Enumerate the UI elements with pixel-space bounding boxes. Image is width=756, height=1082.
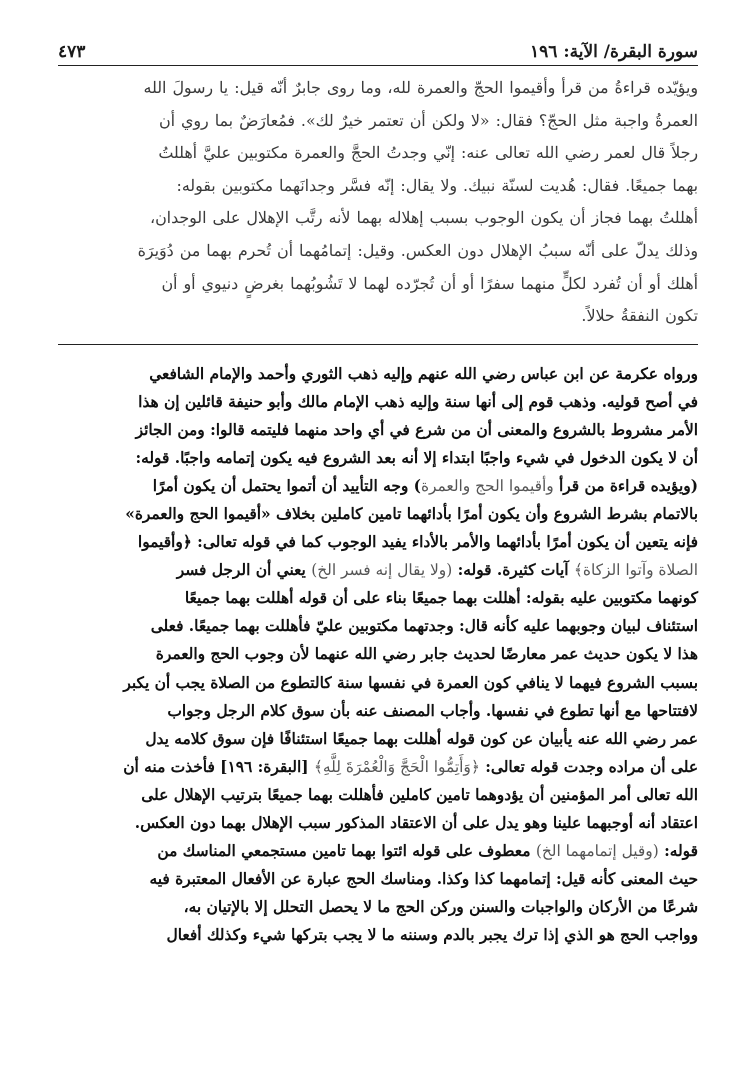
text-line: ورواه عكرمة عن ابن عباس رضي الله عنهم وإليه ذهب الثوري وأحمد والإمام الشافعي: [149, 365, 698, 383]
text-line: [58, 837, 698, 865]
section-divider: [58, 344, 698, 345]
text-segment: يعني أن الرجل فسر: [176, 561, 306, 580]
quoted-phrase: (ولا يقال إنه فسر الخ): [311, 561, 453, 580]
text-line: رجلاً قال لعمر رضي الله تعالى عنه: إنّي وجدتُ الحجَّ والعمرة مكتوبين عليَّ أهللتُ: [158, 143, 698, 163]
text-line: هذا لا يكون حديث عمر معارضًا لحديث جابر رضي الله عنهما لأن وجوب الحج والعمرة: [155, 645, 698, 664]
text-line: وذلك يدلّ على أنّه سببُ الإهلال دون العكس. وقيل: إتمامُهما أن تُحرم بهما من دُوَيرَة: [137, 240, 698, 260]
text-line: الأمر مشروط بالشروع والمعنى أن من شرع في أي واحد منهما فليتمه قالوا: ومن الجائز: [135, 421, 698, 440]
text-line: حيث المعنى كأنه قيل: إتمامهما كذا وكذا. ومناسك الحج عبارة عن الأفعال المعتبرة فيه: [149, 869, 698, 888]
text-line: شرعًا من الأركان والواجبات والسنن وركن الحج ما لا يحصل التحلل إلا بالإتيان به،: [183, 897, 698, 916]
text-line: العمرةُ واجبة مثل الحجّ؟ فقال: «لا ولكن أن تعتمر خيرٌ لك». فمُعارَضٌ بما روي أن: [159, 110, 698, 130]
text-line: الله تعالى أمر المؤمنين أن يؤدوهما تامين كاملين فأهللت بهما جميعًا بترتيب الإهلال على: [141, 785, 698, 804]
text-line: [58, 556, 698, 584]
main-commentary: [58, 72, 698, 333]
qawl-marker: قوله:: [664, 841, 698, 860]
text-segment: على أن مراده وجدت قوله تعالى:: [485, 757, 698, 776]
text-line: في أصح قوليه. وذهب قوم إلى أنها سنة وإليه ذهب الإمام مالك وأبو حنيفة قائلين إن هذا: [138, 393, 698, 412]
text-line: وواجب الحج هو الذي إذا ترك يجبر بالدم وسننه ما لا يجب بتركها شيء وكذلك أفعال: [166, 925, 698, 944]
text-line: أهللتُ بهما فجاز أن يكون الوجوب بسبب إهلاله بهما لأنه رتَّب الإهلال على الوجدان،: [149, 208, 698, 228]
text-line: [58, 753, 698, 781]
text-segment: معطوف على قوله ائتوا بهما تامين مستجمعي المناسك من: [157, 841, 531, 860]
text-line: لافتتاحها مع أنها تطوع في نفسها. وأجاب المصنف عنه بأن سوق كلام الرجل وجواب: [167, 701, 698, 720]
surah-title: سورة البقرة/ الآية: ١٩٦: [530, 42, 698, 62]
page-number: ٤٧٣: [58, 42, 86, 62]
text-line: فإنه يتعين أن يكون أمرًا بأدائهما والأمر بالأداء يفيد الوجوب كما في قوله تعالى: ﴿وأقيموا: [137, 533, 698, 552]
text-line: كونهما مكتوبين عليه بقوله: أهللت بهما جميعًا بناء على أن قوله أهللت بهما جميعًا: [184, 589, 698, 608]
text-line: بالاتمام بشرط الشروع وأن يكون أمرًا بأدائهما تامين كاملين بخلاف «أقيموا الحج والعمرة»: [125, 505, 698, 524]
text-segment: ) وجه التأييد أن أتموا يحتمل أن يكون أمرًا: [152, 477, 421, 496]
qawl-marker: قوله:: [457, 561, 492, 580]
text-line: تكون النفقةُ حلالاً.: [581, 306, 698, 326]
text-segment: [البقرة: ١٩٦] فأخذت منه أن: [123, 757, 309, 776]
text-line: بهما جميعًا. فقال: هُديت لسنّة نبيك. ولا يقال: إنّه فسَّر وجدانَهما مكتوبين بقوله:: [176, 175, 698, 195]
text-line: [58, 472, 698, 500]
marginal-gloss: [58, 360, 698, 949]
text-line: استئناف لبيان وجوبهما عليه كأنه قال: وجدتهما مكتوبين عليّ فأهللت بهما جميعًا. فعلى: [150, 617, 698, 636]
quoted-phrase: وأقيموا الحج والعمرة: [420, 477, 554, 496]
quranic-verse: ﴿وَأَتِمُّوا الْحَجَّ وَالْعُمْرَةَ لِلَّهِ﴾: [313, 757, 480, 776]
text-line: عمر رضي الله عنه يأبيان عن كون قوله أهللت بهما جميعًا استئنافًا فإن سوق كلامه يدل: [145, 729, 698, 748]
text-segment: أن لا يكون الدخول في شيء واجبًا ابتداء إلا أنه بعد الشروع فيه يكون إتمامه واجبًا.: [174, 449, 698, 468]
text-segment: (ويؤيده قراءة من قرأ: [559, 477, 698, 496]
text-line: اعتقاد أنه أوجبهما علينا وهو يدل على أن الاعتقاد المذكور سبب الإهلال بهما دون العكس.: [134, 813, 698, 832]
quoted-phrase: (وقيل إتمامهما الخ): [535, 841, 659, 860]
text-line: أهلك أو أن تُفرد لكلٍّ منهما سفرًا أو أن تُجرّده لهما لا تَشُوبُهما بغرضٍ دنيوي أو أن: [161, 273, 698, 293]
qawl-marker: قوله:: [135, 449, 170, 468]
page-header: [58, 34, 698, 66]
text-line: [58, 444, 698, 472]
text-line: بسبب الشروع فيهما لا ينافي كون العمرة في نفسها سنة كالتطوع من الصلاة يجب أن يكبر: [123, 673, 698, 692]
text-line: ويؤيّده قراءةُ من قرأ وأقيموا الحجّ والعمرة لله، وما روى جابرٌ أنّه قيل: يا رسولَ الله: [143, 78, 698, 97]
quranic-verse: الصلاة وآتوا الزكاة﴾: [573, 561, 698, 580]
text-segment: آيات كثيرة.: [496, 561, 569, 580]
